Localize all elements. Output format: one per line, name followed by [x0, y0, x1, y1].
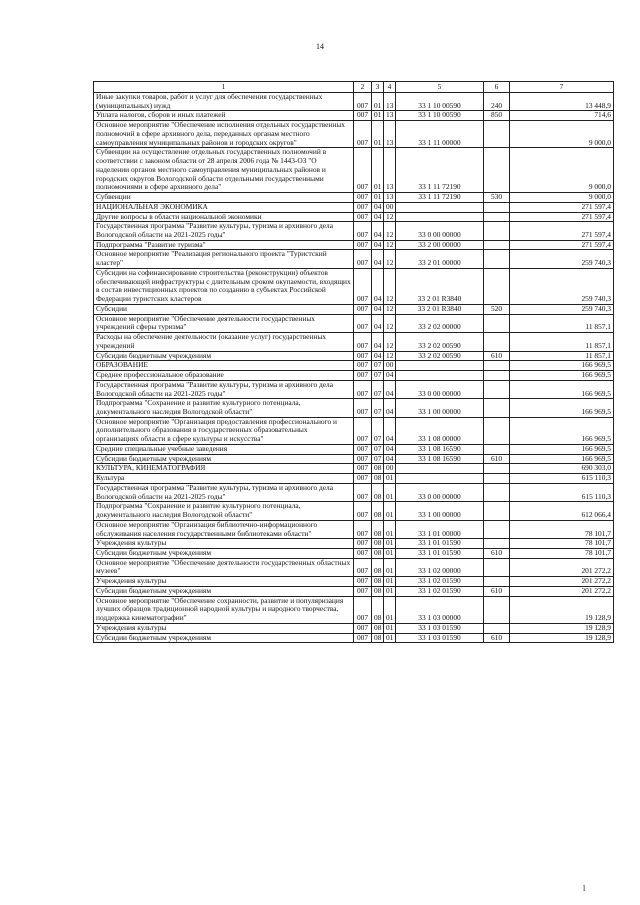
ved-code-cell: 007	[354, 148, 372, 193]
amount-cell: 78 101,7	[510, 539, 614, 549]
subsection-code-cell: 01	[384, 474, 396, 484]
section-code-cell: 08	[372, 464, 384, 474]
expense-type-cell: 240	[484, 93, 510, 111]
ved-code-cell: 007	[354, 333, 372, 351]
amount-cell: 259 740,3	[510, 250, 614, 268]
section-code-cell: 04	[372, 222, 384, 240]
expense-type-cell: 610	[484, 454, 510, 464]
amount-cell: 259 740,3	[510, 268, 614, 304]
subsection-code-cell: 13	[384, 93, 396, 111]
ved-code-cell: 007	[354, 417, 372, 444]
amount-cell: 166 969,5	[510, 444, 614, 454]
row-name-cell: Основное мероприятие "Обеспечение деятельности государственных областных музеев"	[94, 558, 354, 576]
row-name-cell: Основное мероприятие "Обеспечение деятельности государственных учреждений сферы туризма"	[94, 314, 354, 332]
expense-type-cell	[484, 474, 510, 484]
target-article-cell: 33 2 01 00000	[396, 250, 484, 268]
target-article-cell: 33 2 02 00590	[396, 333, 484, 351]
section-code-cell: 04	[372, 240, 384, 250]
expense-type-cell	[484, 399, 510, 417]
table-header-row	[94, 82, 614, 93]
row-name-cell: НАЦИОНАЛЬНАЯ ЭКОНОМИКА	[94, 202, 354, 212]
table-row	[94, 454, 614, 464]
column-header: 5	[396, 82, 484, 93]
expense-type-cell: 520	[484, 304, 510, 314]
amount-cell: 271 597,4	[510, 202, 614, 212]
subsection-code-cell: 12	[384, 240, 396, 250]
table-row	[94, 240, 614, 250]
row-name-cell: ОБРАЗОВАНИЕ	[94, 361, 354, 371]
section-code-cell: 07	[372, 361, 384, 371]
ved-code-cell: 007	[354, 121, 372, 148]
expense-type-cell	[484, 333, 510, 351]
amount-cell: 11 857,1	[510, 333, 614, 351]
ved-code-cell: 007	[354, 351, 372, 361]
expense-type-cell	[484, 148, 510, 193]
expense-type-cell	[484, 444, 510, 454]
table-row	[94, 121, 614, 148]
section-code-cell: 01	[372, 111, 384, 121]
amount-cell: 271 597,4	[510, 240, 614, 250]
row-name-cell: Основное мероприятие "Обеспечение сохранности, развитие и популяризация лучших образцов традиционной народной культуры и народного творчества, поддержка кинематографии"	[94, 596, 354, 623]
amount-cell: 9 000,0	[510, 148, 614, 193]
ved-code-cell: 007	[354, 399, 372, 417]
expense-type-cell: 610	[484, 633, 510, 643]
expense-type-cell	[484, 268, 510, 304]
section-code-cell: 07	[372, 399, 384, 417]
target-article-cell: 33 1 03 00000	[396, 596, 484, 623]
table-row	[94, 380, 614, 398]
amount-cell: 9 000,0	[510, 121, 614, 148]
row-name-cell: Субсидии бюджетным учреждениям	[94, 351, 354, 361]
target-article-cell: 33 1 00 00000	[396, 399, 484, 417]
row-name-cell: Среднее профессиональное образование	[94, 371, 354, 381]
target-article-cell: 33 0 00 00000	[396, 483, 484, 501]
row-name-cell: Учреждения культуры	[94, 623, 354, 633]
section-code-cell: 07	[372, 444, 384, 454]
expense-type-cell	[484, 371, 510, 381]
expense-type-cell: 610	[484, 586, 510, 596]
expense-type-cell	[484, 121, 510, 148]
ved-code-cell: 007	[354, 93, 372, 111]
row-name-cell: Культура	[94, 474, 354, 484]
subsection-code-cell: 00	[384, 361, 396, 371]
subsection-code-cell: 01	[384, 577, 396, 587]
expense-type-cell	[484, 380, 510, 398]
subsection-code-cell: 12	[384, 351, 396, 361]
target-article-cell	[396, 464, 484, 474]
subsection-code-cell: 04	[384, 444, 396, 454]
ved-code-cell: 007	[354, 250, 372, 268]
amount-cell: 166 969,5	[510, 399, 614, 417]
section-code-cell: 04	[372, 202, 384, 212]
amount-cell: 78 101,7	[510, 548, 614, 558]
section-code-cell: 04	[372, 304, 384, 314]
table-row	[94, 361, 614, 371]
target-article-cell: 33 1 10 00590	[396, 93, 484, 111]
subsection-code-cell: 04	[384, 371, 396, 381]
row-name-cell: Подпрограмма "Сохранение и развитие культурного потенциала, документального наследия Вологодской области"	[94, 502, 354, 520]
row-name-cell: Субсидии на софинансирование строительства (реконструкции) объектов обеспечивающей инфраструктуры с длительным сроком окупаемости, входящих в состав инвестиционных проектов по созданию в субъектах Российской Федерации туристских кластеров	[94, 268, 354, 304]
target-article-cell	[396, 361, 484, 371]
expense-type-cell	[484, 520, 510, 538]
target-article-cell: 33 1 08 16590	[396, 454, 484, 464]
subsection-code-cell: 01	[384, 633, 396, 643]
row-name-cell: Другие вопросы в области национальной экономики	[94, 212, 354, 222]
target-article-cell: 33 2 00 00000	[396, 240, 484, 250]
amount-cell: 78 101,7	[510, 520, 614, 538]
amount-cell: 166 969,5	[510, 417, 614, 444]
ved-code-cell: 007	[354, 577, 372, 587]
subsection-code-cell: 01	[384, 623, 396, 633]
table-row	[94, 93, 614, 111]
expense-type-cell: 530	[484, 193, 510, 203]
table-row	[94, 548, 614, 558]
subsection-code-cell: 13	[384, 148, 396, 193]
column-header: 7	[510, 82, 614, 93]
row-name-cell: Субсидии бюджетным учреждениям	[94, 633, 354, 643]
amount-cell: 19 128,9	[510, 596, 614, 623]
subsection-code-cell: 12	[384, 314, 396, 332]
column-header: 1	[94, 82, 354, 93]
page-number: 14	[316, 42, 324, 51]
ved-code-cell: 007	[354, 483, 372, 501]
subsection-code-cell: 13	[384, 111, 396, 121]
table-row	[94, 474, 614, 484]
expense-type-cell	[484, 212, 510, 222]
row-name-cell: КУЛЬТУРА, КИНЕМАТОГРАФИЯ	[94, 464, 354, 474]
target-article-cell: 33 1 03 01590	[396, 623, 484, 633]
amount-cell: 166 969,5	[510, 380, 614, 398]
subsection-code-cell: 01	[384, 586, 396, 596]
section-code-cell: 08	[372, 623, 384, 633]
table-row	[94, 399, 614, 417]
amount-cell: 13 448,9	[510, 93, 614, 111]
table-row	[94, 558, 614, 576]
subsection-code-cell: 12	[384, 304, 396, 314]
column-header: 2	[354, 82, 372, 93]
target-article-cell: 33 1 01 01590	[396, 548, 484, 558]
section-code-cell: 01	[372, 121, 384, 148]
table-row	[94, 586, 614, 596]
row-name-cell: Иные закупки товаров, работ и услуг для обеспечения государственных (муниципальных) нужд	[94, 93, 354, 111]
amount-cell: 201 272,2	[510, 586, 614, 596]
row-name-cell: Государственная программа "Развитие культуры, туризма и архивного дела Вологодской области на 2021-2025 годы"	[94, 483, 354, 501]
expense-type-cell	[484, 202, 510, 212]
section-code-cell: 07	[372, 371, 384, 381]
column-header: 3	[372, 82, 384, 93]
amount-cell: 259 740,3	[510, 304, 614, 314]
section-code-cell: 04	[372, 351, 384, 361]
table-row	[94, 623, 614, 633]
target-article-cell: 33 1 01 00000	[396, 520, 484, 538]
expense-type-cell	[484, 539, 510, 549]
expense-type-cell	[484, 623, 510, 633]
section-code-cell: 01	[372, 148, 384, 193]
table-row	[94, 577, 614, 587]
section-code-cell: 04	[372, 268, 384, 304]
row-name-cell: Субсидии	[94, 304, 354, 314]
table-row	[94, 520, 614, 538]
table-row	[94, 417, 614, 444]
table-row	[94, 483, 614, 501]
section-code-cell: 04	[372, 212, 384, 222]
amount-cell: 166 969,5	[510, 361, 614, 371]
expense-type-cell	[484, 417, 510, 444]
table-row	[94, 111, 614, 121]
ved-code-cell: 007	[354, 502, 372, 520]
subsection-code-cell: 00	[384, 202, 396, 212]
target-article-cell: 33 1 11 00000	[396, 121, 484, 148]
row-name-cell: Учреждения культуры	[94, 577, 354, 587]
ved-code-cell: 007	[354, 548, 372, 558]
expense-type-cell	[484, 222, 510, 240]
table-row	[94, 250, 614, 268]
ved-code-cell: 007	[354, 361, 372, 371]
amount-cell: 19 128,9	[510, 633, 614, 643]
row-name-cell: Субвенции на осуществление отдельных государственных полномочий в соответствии с законом области от 28 апреля 2006 года № 1443-ОЗ "О наделении органов местного самоуправления муниципальных районов и городских округов Вологодской области отдельными государственными полномочиями в сфере архивного дела"	[94, 148, 354, 193]
row-name-cell: Учреждения культуры	[94, 539, 354, 549]
subsection-code-cell: 04	[384, 454, 396, 464]
amount-cell: 11 857,1	[510, 314, 614, 332]
section-code-cell: 08	[372, 586, 384, 596]
subsection-code-cell: 01	[384, 483, 396, 501]
expense-type-cell	[484, 464, 510, 474]
section-code-cell: 08	[372, 483, 384, 501]
ved-code-cell: 007	[354, 193, 372, 203]
section-code-cell: 04	[372, 333, 384, 351]
amount-cell: 615 110,3	[510, 474, 614, 484]
section-code-cell: 08	[372, 548, 384, 558]
target-article-cell	[396, 371, 484, 381]
column-header: 6	[484, 82, 510, 93]
target-article-cell: 33 1 10 00590	[396, 111, 484, 121]
section-code-cell: 07	[372, 380, 384, 398]
row-name-cell: Субсидии бюджетным учреждениям	[94, 454, 354, 464]
row-name-cell: Государственная программа "Развитие культуры, туризма и архивного дела Вологодской области на 2021-2025 годы"	[94, 222, 354, 240]
ved-code-cell: 007	[354, 464, 372, 474]
ved-code-cell: 007	[354, 212, 372, 222]
target-article-cell: 33 2 02 00590	[396, 351, 484, 361]
section-code-cell: 08	[372, 539, 384, 549]
amount-cell: 615 110,3	[510, 483, 614, 501]
subsection-code-cell: 01	[384, 596, 396, 623]
expense-type-cell	[484, 240, 510, 250]
row-name-cell: Расходы на обеспечение деятельности (оказание услуг) государственных учреждений	[94, 333, 354, 351]
amount-cell: 201 272,2	[510, 558, 614, 576]
table-row	[94, 202, 614, 212]
table-row	[94, 633, 614, 643]
amount-cell: 11 857,1	[510, 351, 614, 361]
target-article-cell: 33 1 03 01590	[396, 633, 484, 643]
table-row	[94, 596, 614, 623]
row-name-cell: Подпрограмма "Развитие туризма"	[94, 240, 354, 250]
ved-code-cell: 007	[354, 539, 372, 549]
subsection-code-cell: 12	[384, 222, 396, 240]
section-code-cell: 08	[372, 520, 384, 538]
expense-type-cell	[484, 596, 510, 623]
amount-cell: 201 272,2	[510, 577, 614, 587]
amount-cell: 690 303,0	[510, 464, 614, 474]
amount-cell: 612 066,4	[510, 502, 614, 520]
target-article-cell: 33 1 01 01590	[396, 539, 484, 549]
ved-code-cell: 007	[354, 586, 372, 596]
table-row	[94, 371, 614, 381]
amount-cell: 714,6	[510, 111, 614, 121]
row-name-cell: Основное мероприятие "Реализация регионального проекта "Туристский кластер"	[94, 250, 354, 268]
row-name-cell: Основное мероприятие "Организация библиотечно-информационного обслуживания населения государственными библиотеками области"	[94, 520, 354, 538]
subsection-code-cell: 01	[384, 520, 396, 538]
section-code-cell: 07	[372, 417, 384, 444]
expense-type-cell	[484, 502, 510, 520]
ved-code-cell: 007	[354, 371, 372, 381]
table-row	[94, 333, 614, 351]
section-code-cell: 08	[372, 502, 384, 520]
page-edge-mark: l	[583, 884, 586, 893]
subsection-code-cell: 12	[384, 250, 396, 268]
target-article-cell: 33 1 08 16590	[396, 444, 484, 454]
section-code-cell: 04	[372, 314, 384, 332]
ved-code-cell: 007	[354, 304, 372, 314]
table-row	[94, 212, 614, 222]
amount-cell: 19 128,9	[510, 623, 614, 633]
row-name-cell: Основное мероприятие "Обеспечение исполнения отдельных государственных полномочий в сфере архивного дела, переданных органам местного самоуправления муниципальных районов и городских округов"	[94, 121, 354, 148]
row-name-cell: Субсидии бюджетным учреждениям	[94, 548, 354, 558]
expense-type-cell	[484, 250, 510, 268]
subsection-code-cell: 04	[384, 399, 396, 417]
target-article-cell: 33 1 08 00000	[396, 417, 484, 444]
row-name-cell: Государственная программа "Развитие культуры, туризма и архивного дела Вологодской области на 2021-2025 годы"	[94, 380, 354, 398]
subsection-code-cell: 00	[384, 464, 396, 474]
table-row	[94, 304, 614, 314]
target-article-cell: 33 1 00 00000	[396, 502, 484, 520]
ved-code-cell: 007	[354, 240, 372, 250]
table-row	[94, 193, 614, 203]
section-code-cell: 08	[372, 577, 384, 587]
target-article-cell: 33 2 01 R3840	[396, 304, 484, 314]
ved-code-cell: 007	[354, 314, 372, 332]
ved-code-cell: 007	[354, 222, 372, 240]
ved-code-cell: 007	[354, 202, 372, 212]
amount-cell: 9 000,0	[510, 193, 614, 203]
expense-type-cell	[484, 483, 510, 501]
row-name-cell: Субвенции	[94, 193, 354, 203]
section-code-cell: 08	[372, 633, 384, 643]
expense-type-cell	[484, 314, 510, 332]
target-article-cell: 33 2 02 00000	[396, 314, 484, 332]
ved-code-cell: 007	[354, 596, 372, 623]
row-name-cell: Субсидии бюджетным учреждениям	[94, 586, 354, 596]
target-article-cell: 33 1 11 72190	[396, 148, 484, 193]
target-article-cell	[396, 474, 484, 484]
row-name-cell: Уплата налогов, сборов и иных платежей	[94, 111, 354, 121]
subsection-code-cell: 13	[384, 193, 396, 203]
target-article-cell: 33 0 00 00000	[396, 222, 484, 240]
expense-type-cell	[484, 577, 510, 587]
section-code-cell: 08	[372, 596, 384, 623]
subsection-code-cell: 04	[384, 380, 396, 398]
amount-cell: 271 597,4	[510, 222, 614, 240]
table-row	[94, 539, 614, 549]
amount-cell: 166 969,5	[510, 371, 614, 381]
ved-code-cell: 007	[354, 623, 372, 633]
section-code-cell: 07	[372, 454, 384, 464]
target-article-cell: 33 1 02 00000	[396, 558, 484, 576]
section-code-cell: 04	[372, 250, 384, 268]
expense-type-cell: 850	[484, 111, 510, 121]
section-code-cell: 01	[372, 93, 384, 111]
ved-code-cell: 007	[354, 454, 372, 464]
table-row	[94, 502, 614, 520]
subsection-code-cell: 04	[384, 417, 396, 444]
ved-code-cell: 007	[354, 380, 372, 398]
row-name-cell: Подпрограмма "Сохранение и развитие культурного потенциала, документального наследия Вологодской области"	[94, 399, 354, 417]
subsection-code-cell: 12	[384, 268, 396, 304]
subsection-code-cell: 01	[384, 502, 396, 520]
subsection-code-cell: 01	[384, 548, 396, 558]
section-code-cell: 08	[372, 558, 384, 576]
ved-code-cell: 007	[354, 111, 372, 121]
table-row	[94, 222, 614, 240]
subsection-code-cell: 01	[384, 539, 396, 549]
expense-type-cell	[484, 558, 510, 576]
target-article-cell: 33 2 01 R3840	[396, 268, 484, 304]
table-row	[94, 351, 614, 361]
expense-type-cell: 610	[484, 548, 510, 558]
expense-type-cell: 610	[484, 351, 510, 361]
row-name-cell: Средние специальные учебные заведения	[94, 444, 354, 454]
target-article-cell: 33 0 00 00000	[396, 380, 484, 398]
subsection-code-cell: 12	[384, 333, 396, 351]
target-article-cell: 33 1 11 72190	[396, 193, 484, 203]
ved-code-cell: 007	[354, 558, 372, 576]
column-header: 4	[384, 82, 396, 93]
target-article-cell: 33 1 02 01590	[396, 586, 484, 596]
ved-code-cell: 007	[354, 444, 372, 454]
table-row	[94, 464, 614, 474]
subsection-code-cell: 13	[384, 121, 396, 148]
budget-table	[93, 81, 614, 643]
expense-type-cell	[484, 361, 510, 371]
subsection-code-cell: 01	[384, 558, 396, 576]
amount-cell: 166 969,5	[510, 454, 614, 464]
ved-code-cell: 007	[354, 520, 372, 538]
subsection-code-cell: 12	[384, 212, 396, 222]
target-article-cell	[396, 212, 484, 222]
target-article-cell	[396, 202, 484, 212]
section-code-cell: 01	[372, 193, 384, 203]
ved-code-cell: 007	[354, 633, 372, 643]
table-row	[94, 148, 614, 193]
amount-cell: 271 597,4	[510, 212, 614, 222]
row-name-cell: Основное мероприятие "Организация предоставления профессионального и дополнительного образования в государственных образовательных организациях области в сфере культуры и искусства"	[94, 417, 354, 444]
target-article-cell: 33 1 02 01590	[396, 577, 484, 587]
section-code-cell: 08	[372, 474, 384, 484]
table-row	[94, 314, 614, 332]
ved-code-cell: 007	[354, 268, 372, 304]
table-row	[94, 268, 614, 304]
ved-code-cell: 007	[354, 474, 372, 484]
table-row	[94, 444, 614, 454]
